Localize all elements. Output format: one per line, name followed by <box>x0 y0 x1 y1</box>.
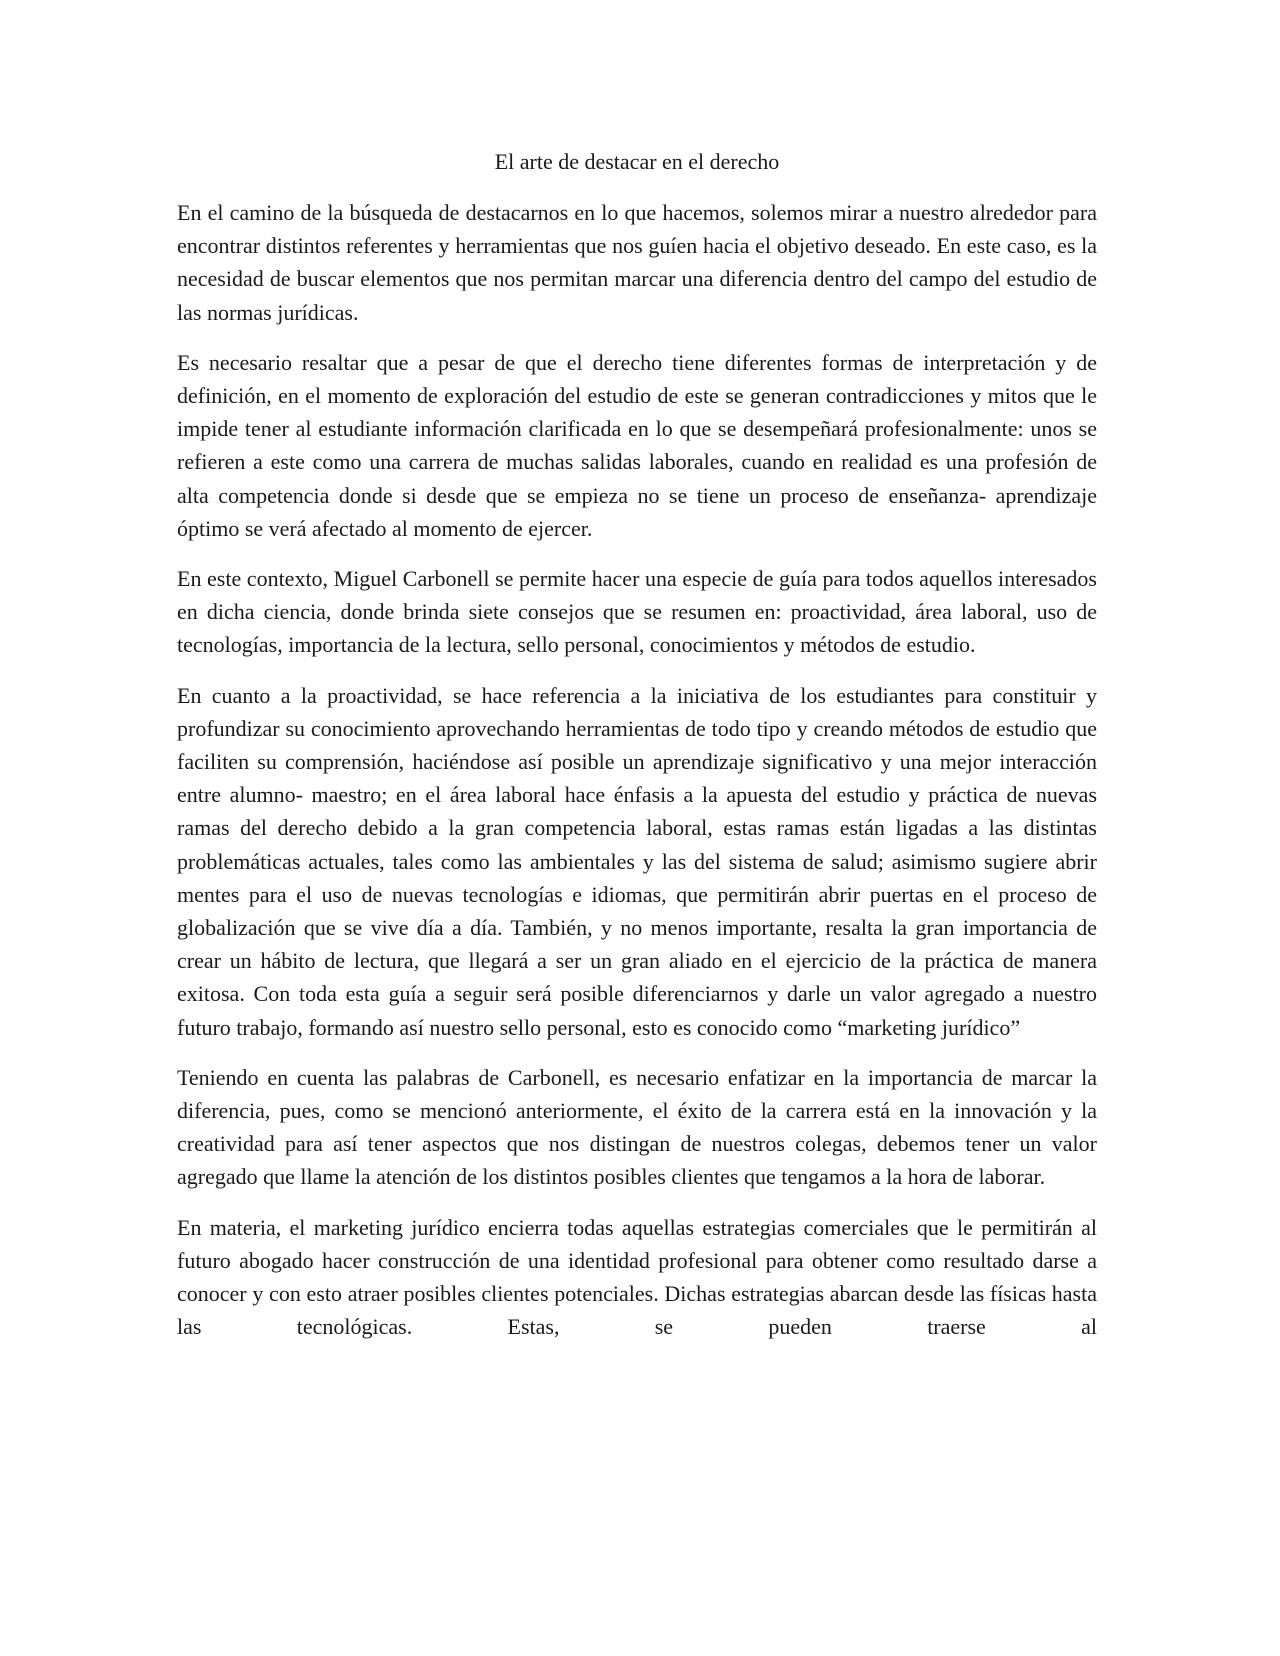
document-body <box>177 196 1097 1361</box>
paragraph-3: En este contexto, Miguel Carbonell se permite hacer una especie de guía para todos aquellos interesados en dicha ciencia, donde brinda siete consejos que se resumen en: proactividad, área laboral, uso de tecnologías, importancia de la lectura, sello personal, conocimientos y métodos de estudio. <box>177 566 1097 658</box>
paragraph-1: En el camino de la búsqueda de destacarnos en lo que hacemos, solemos mirar a nuestro alrededor para encontrar distintos referentes y herramientas que nos guíen hacia el objetivo deseado. En este caso, es la necesidad de buscar elementos que nos permitan marcar una diferencia dentro del campo del estudio de las normas jurídicas. <box>177 200 1097 325</box>
paragraph-4: En cuanto a la proactividad, se hace referencia a la iniciativa de los estudiantes para constituir y profundizar su conocimiento aprovechando herramientas de todo tipo y creando métodos de estudio que faciliten su comprensión, haciéndose así posible un aprendizaje significativo y una mejor interacción entre alumno- maestro; en el área laboral hace énfasis a la apuesta del estudio y práctica de nuevas ramas del derecho debido a la gran competencia laboral, estas ramas están ligadas a las distintas problemáticas actuales, tales como las ambientales y las del sistema de salud; asimismo sugiere abrir mentes para el uso de nuevas tecnologías e idiomas, que permitirán abrir puertas en el proceso de globalización que se vive día a día. También, y no menos importante, resalta la gran importancia de crear un hábito de lectura, que llegará a ser un gran aliado en el ejercicio de la práctica de manera exitosa. Con toda esta guía a seguir será posible diferenciarnos y darle un valor agregado a nuestro futuro trabajo, formando así nuestro sello personal, esto es conocido como “marketing jurídico” <box>177 682 1097 1040</box>
paragraph-6: En materia, el marketing jurídico encierra todas aquellas estrategias comerciales que le permitirán al futuro abogado hacer construcción de una identidad profesional para obtener como resultado darse a conocer y con esto atraer posibles clientes potenciales. Dichas estrategias abarcan desde las físicas hasta las tecnológicas. Estas, se pueden traerse al <box>177 1214 1097 1340</box>
paragraph-2: Es necesario resaltar que a pesar de que el derecho tiene diferentes formas de interpretación y de definición, en el momento de exploración del estudio de este se generan contradicciones y mitos que le impide tener al estudiante información clarificada en lo que se desempeñará profesionalmente: unos se refieren a este como una carrera de muchas salidas laborales, cuando en realidad es una profesión de alta competencia donde si desde que se empieza no se tiene un proceso de enseñanza- aprendizaje óptimo se verá afectado al momento de ejercer. <box>177 349 1097 541</box>
paragraph-5: Teniendo en cuenta las palabras de Carbonell, es necesario enfatizar en la importancia de marcar la diferencia, pues, como se mencionó anteriormente, el éxito de la carrera está en la innovación y la creatividad para así tener aspectos que nos distingan de nuestros colegas, debemos tener un valor agregado que llame la atención de los distintos posibles clientes que tengamos a la hora de laborar. <box>177 1064 1097 1190</box>
document-title: El arte de destacar en el derecho <box>494 149 780 174</box>
